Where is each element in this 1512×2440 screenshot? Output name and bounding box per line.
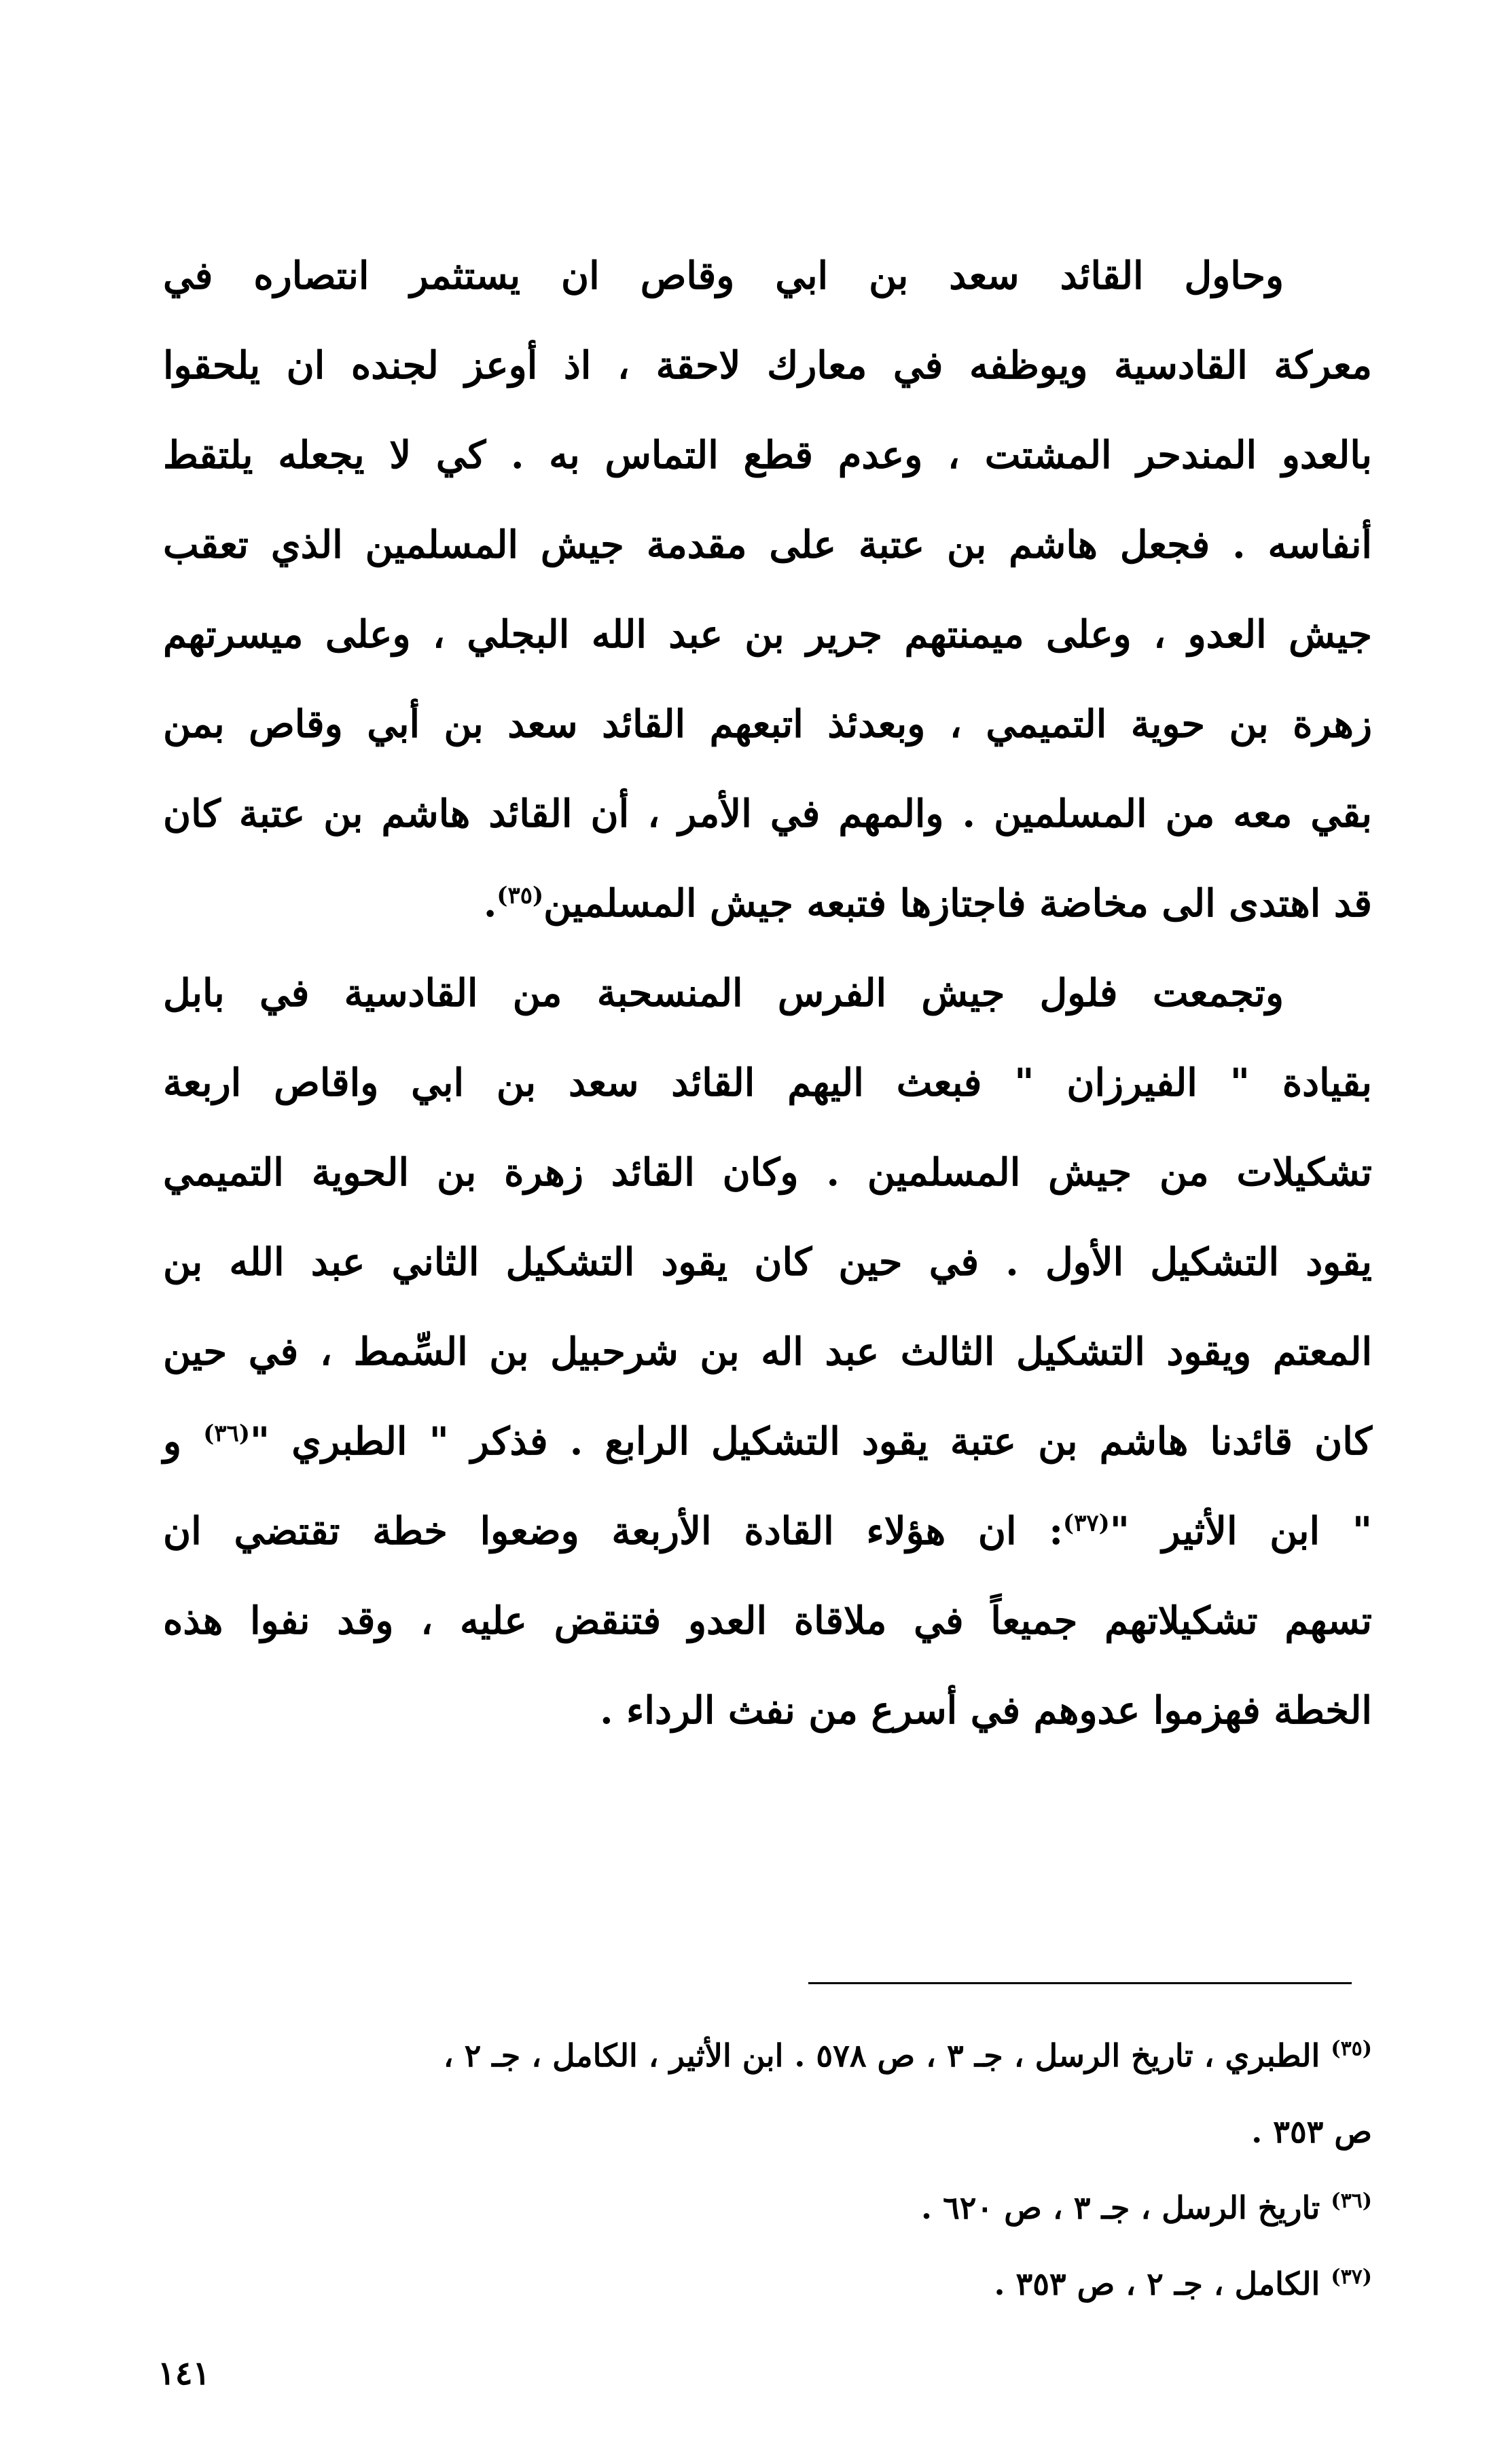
text-line: بقي معه من المسلمين . والمهم في الأمر ، أن القائد هاشم بن عتبة كان: [163, 791, 1372, 836]
body-text: [163, 231, 1372, 1755]
page-number: ١٤١: [158, 2354, 211, 2392]
text-line: وحاول القائد سعد بن ابي وقاص ان يستثمر انتصاره في: [163, 253, 1284, 298]
text-line: وتجمعت فلول جيش الفرس المنسحبة من القادسية في بابل: [163, 971, 1284, 1016]
text-line: أنفاسه . فجعل هاشم بن عتبة على مقدمة جيش المسلمين الذي تعقب: [163, 522, 1372, 567]
line-text: قد اهتدى الى مخاضة فاجتازها فتبعه جيش المسلمين: [543, 881, 1372, 926]
footnote-reference: (٣٥): [497, 882, 544, 910]
footnote-item: [163, 2017, 1372, 2094]
text-line: تشكيلات من جيش المسلمين . وكان القائد زهرة بن الحوية التميمي: [163, 1150, 1372, 1195]
footnote-text: الطبري ، تاريخ الرسل ، جـ ٣ ، ص ٥٧٨ . ابن الأثير ، الكامل ، جـ ٢ ،: [443, 2037, 1331, 2074]
footnotes: [163, 2017, 1372, 2322]
line-text: : ان هؤلاء القادة الأربعة وضعوا خطة تقتضي ان: [163, 1509, 1063, 1554]
text-line: يقود التشكيل الأول . في حين كان يقود التشكيل الثاني عبد الله بن: [163, 1240, 1372, 1285]
footnote-number: (٣٧): [1331, 2265, 1372, 2289]
footnote-separator: [808, 1982, 1352, 1984]
line-text: .: [483, 881, 497, 926]
text-line: معركة القادسية ويوظفه في معارك لاحقة ، اذ أوعز لجنده ان يلحقوا: [163, 343, 1372, 388]
footnote-item: [163, 2170, 1372, 2246]
text-line: تسهم تشكيلاتهم جميعاً في ملاقاة العدو فتنقض عليه ، وقد نفوا هذه: [163, 1598, 1372, 1643]
footnote-item: [163, 2246, 1372, 2322]
text-line: المعتم ويقود التشكيل الثالث عبد اله بن شرحبيل بن السِّمط ، في حين: [163, 1329, 1372, 1374]
line-text: كان قائدنا هاشم بن عتبة يقود التشكيل الرابع . فذكر " الطبري ": [249, 1419, 1372, 1464]
text-line: [163, 1486, 1372, 1576]
text-line: جيش العدو ، وعلى ميمنتهم جرير بن عبد الله البجلي ، وعلى ميسرتهم: [163, 612, 1372, 657]
text-line: زهرة بن حوية التميمي ، وبعدئذ اتبعهم القائد سعد بن أبي وقاص بمن: [163, 702, 1372, 747]
text-line: بالعدو المندحر المشتت ، وعدم قطع التماس به . كي لا يجعله يلتقط: [163, 433, 1372, 478]
footnote-reference: (٣٧): [1063, 1509, 1110, 1537]
line-text: و: [163, 1419, 204, 1464]
footnote-continuation: ص ٣٥٣ .: [1251, 2113, 1372, 2150]
footnote-number: (٣٦): [1331, 2189, 1372, 2213]
footnote-reference: (٣٦): [203, 1420, 250, 1448]
text-line: الخطة فهزموا عدوهم في أسرع من نفث الرداء .: [600, 1688, 1372, 1733]
text-line: [163, 859, 1372, 948]
footnote-text: الكامل ، جـ ٢ ، ص ٣٥٣ .: [994, 2265, 1331, 2302]
text-line: [163, 1397, 1372, 1486]
line-text: " ابن الأثير ": [1109, 1509, 1372, 1554]
text-line: بقيادة " الفيرزان " فبعث اليهم القائد سعد بن ابي واقاص اربعة: [163, 1060, 1372, 1105]
footnote-number: (٣٥): [1331, 2037, 1372, 2061]
footnote-text: تاريخ الرسل ، جـ ٣ ، ص ٦٢٠ .: [921, 2189, 1331, 2226]
